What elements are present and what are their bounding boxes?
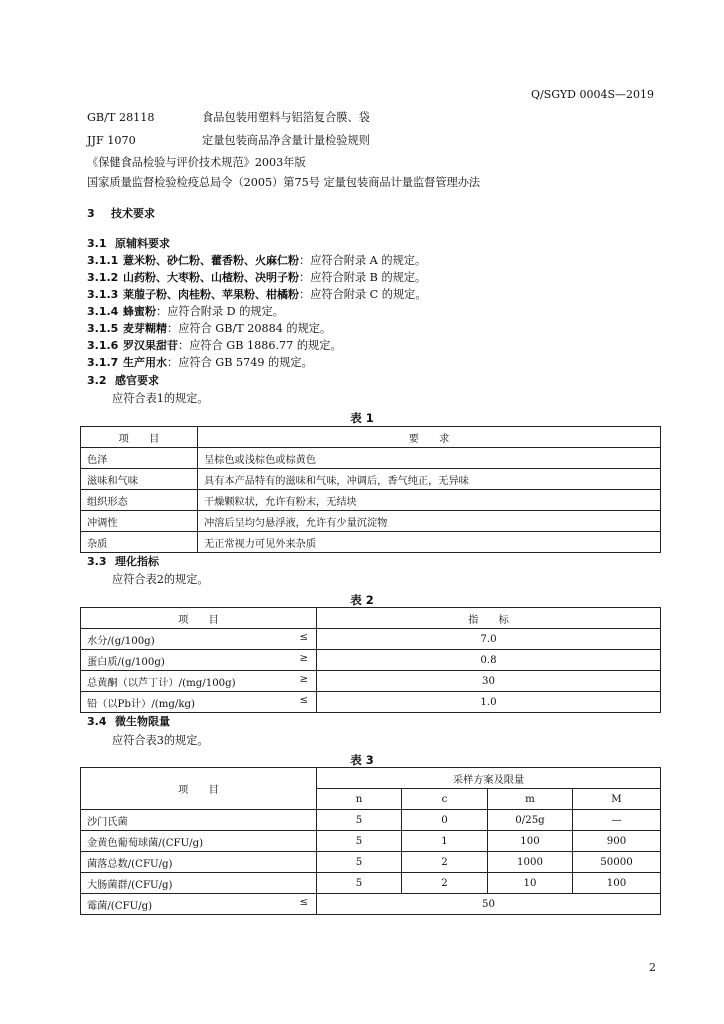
clause-text: ：应符合 GB 5749 的规定。 <box>167 356 313 369</box>
table-header-row <box>81 608 661 629</box>
item-label: 霉菌/(CFU/g) <box>87 900 153 912</box>
table-cell <box>81 650 317 671</box>
clause-name: 麦芽糊精 <box>123 322 167 335</box>
clause-name: 罗汉果甜苷 <box>123 339 178 352</box>
table-cell: 呈棕色或浅棕色或棕黄色 <box>198 448 661 469</box>
table-cell: 2 <box>402 873 488 894</box>
table-cell: 100 <box>573 873 661 894</box>
table-row <box>81 511 661 532</box>
table-caption: 表 2 <box>350 593 374 607</box>
clause-item <box>87 303 284 319</box>
clause-item <box>87 320 331 336</box>
body-text: 应符合表1的规定。 <box>112 392 209 405</box>
table-cell: 大肠菌群/(CFU/g) <box>81 873 317 894</box>
subsection-title: 原辅料要求 <box>115 237 170 250</box>
clause-item <box>87 286 427 302</box>
subsection-heading <box>87 713 170 729</box>
table-cell <box>81 692 317 713</box>
table-row <box>81 873 661 894</box>
table-cell: 沙门氏菌 <box>81 810 317 831</box>
reference-title: 食品包装用塑料与铝箔复合膜、袋 <box>202 111 370 124</box>
table-row <box>81 650 661 671</box>
table-caption: 表 1 <box>350 411 374 425</box>
table-cell: 0 <box>402 810 488 831</box>
table-row <box>81 448 661 469</box>
clause-number: 3.1.3 <box>87 288 119 301</box>
clause-name: 薏米粉、砂仁粉、藿香粉、火麻仁粉 <box>123 254 299 267</box>
table-cell: 冲调性 <box>81 511 198 532</box>
table-cell: 10 <box>488 873 573 894</box>
subsection-number: 3.3 <box>87 555 107 568</box>
table-row <box>81 831 661 852</box>
table-cell: 5 <box>317 873 402 894</box>
table-cell: 1 <box>402 831 488 852</box>
reference-item <box>87 109 370 125</box>
clause-text: ：应符合附录 A 的规定。 <box>299 254 427 267</box>
clause-item <box>87 252 426 268</box>
table-cell: 组织形态 <box>81 490 198 511</box>
table-header-cell: 项 目 <box>81 768 317 810</box>
table-cell: 50 <box>317 894 661 915</box>
section-heading <box>87 205 155 221</box>
table-caption: 表 3 <box>350 753 374 767</box>
table-header-cell: n <box>317 789 402 810</box>
body-text: 应符合表2的规定。 <box>112 573 209 586</box>
reference-code: JJF 1070 <box>87 134 136 147</box>
subsection-title: 微生物限量 <box>115 715 170 728</box>
table-row <box>81 894 661 915</box>
clause-name: 蜂蜜粉 <box>123 305 156 318</box>
comparison-symbol: ≥ <box>299 652 308 664</box>
subsection-title: 感官要求 <box>115 374 159 387</box>
table-cell: 1000 <box>488 852 573 873</box>
table-cell <box>81 671 317 692</box>
table-cell: 5 <box>317 831 402 852</box>
clause-number: 3.1.2 <box>87 271 119 284</box>
reference-item: 国家质量监督检验检疫总局令（2005）第75号 定量包装商品计量监督管理办法 <box>87 176 481 189</box>
table-header-cell: 采样方案及限量 <box>317 768 661 789</box>
subsection-heading <box>87 235 170 251</box>
item-label: 铅（以Pb计）/(mg/kg) <box>87 698 196 710</box>
clause-number: 3.1.1 <box>87 254 119 267</box>
clause-text: ：应符合 GB 1886.77 的规定。 <box>178 339 342 352</box>
clause-name: 山药粉、大枣粉、山楂粉、决明子粉 <box>123 271 299 284</box>
table-header-cell: m <box>488 789 573 810</box>
page-number: 2 <box>649 961 656 974</box>
physicochemical-table <box>80 607 661 713</box>
clause-name: 莱菔子粉、肉桂粉、苹果粉、柑橘粉 <box>123 288 299 301</box>
table-header-cell: 项 目 <box>81 608 317 629</box>
item-label: 蛋白质/(g/100g) <box>87 656 165 668</box>
table-row <box>81 490 661 511</box>
clause-text: ：应符合附录 D 的规定。 <box>156 305 284 318</box>
table-cell: 100 <box>488 831 573 852</box>
clause-number: 3.1.5 <box>87 322 119 335</box>
table-cell: 金黄色葡萄球菌/(CFU/g) <box>81 831 317 852</box>
body-text: 应符合表3的规定。 <box>112 734 209 747</box>
document-id: Q/SGYD 0004S—2019 <box>531 88 654 101</box>
reference-item <box>87 132 370 148</box>
comparison-symbol: ≤ <box>299 896 308 908</box>
table-header-row <box>81 768 661 789</box>
table-cell: 1.0 <box>317 692 661 713</box>
table-row <box>81 810 661 831</box>
table-row <box>81 692 661 713</box>
comparison-symbol: ≤ <box>299 694 308 706</box>
section-title: 技术要求 <box>111 207 155 220</box>
subsection-number: 3.4 <box>87 715 107 728</box>
table-header-cell: 项 目 <box>81 427 198 448</box>
clause-item <box>87 269 426 285</box>
table-cell: 杂质 <box>81 532 198 553</box>
table-header-cell: 指 标 <box>317 608 661 629</box>
table-cell: 900 <box>573 831 661 852</box>
sensory-table <box>80 426 661 553</box>
table-cell: 冲溶后呈均匀悬浮液，允许有少量沉淀物 <box>198 511 661 532</box>
table-cell: 具有本产品特有的滋味和气味，冲调后，香气纯正，无异味 <box>198 469 661 490</box>
clause-item <box>87 337 342 353</box>
clause-text: ：应符合附录 C 的规定。 <box>299 288 427 301</box>
clause-text: ：应符合附录 B 的规定。 <box>299 271 427 284</box>
table-row <box>81 671 661 692</box>
table-cell: 7.0 <box>317 629 661 650</box>
table-row <box>81 469 661 490</box>
table-cell <box>81 629 317 650</box>
reference-code: GB/T 28118 <box>87 111 155 124</box>
table-cell <box>81 894 317 915</box>
table-cell: 菌落总数/(CFU/g) <box>81 852 317 873</box>
clause-text: ：应符合 GB/T 20884 的规定。 <box>167 322 332 335</box>
table-cell: — <box>573 810 661 831</box>
table-header-cell: 要 求 <box>198 427 661 448</box>
table-header-cell: M <box>573 789 661 810</box>
subsection-number: 3.2 <box>87 374 107 387</box>
table-cell: 干燥颗粒状，允许有粉末，无结块 <box>198 490 661 511</box>
table-cell: 0/25g <box>488 810 573 831</box>
table-cell: 5 <box>317 852 402 873</box>
section-number: 3 <box>87 207 95 220</box>
clause-number: 3.1.7 <box>87 356 119 369</box>
table-cell: 2 <box>402 852 488 873</box>
microbial-table <box>80 767 661 915</box>
item-label: 总黄酮（以芦丁计）/(mg/100g) <box>87 677 236 689</box>
subsection-title: 理化指标 <box>115 555 159 568</box>
clause-item <box>87 354 313 370</box>
table-cell: 0.8 <box>317 650 661 671</box>
item-label: 水分/(g/100g) <box>87 635 155 647</box>
comparison-symbol: ≤ <box>299 631 308 643</box>
table-cell: 无正常视力可见外来杂质 <box>198 532 661 553</box>
table-cell: 30 <box>317 671 661 692</box>
clause-number: 3.1.4 <box>87 305 119 318</box>
table-cell: 5 <box>317 810 402 831</box>
table-row <box>81 532 661 553</box>
subsection-heading <box>87 372 159 388</box>
table-cell: 色泽 <box>81 448 198 469</box>
table-cell: 50000 <box>573 852 661 873</box>
comparison-symbol: ≥ <box>299 673 308 685</box>
table-row <box>81 629 661 650</box>
table-header-cell: c <box>402 789 488 810</box>
reference-title: 定量包装商品净含量计量检验规则 <box>202 134 370 147</box>
table-cell: 滋味和气味 <box>81 469 198 490</box>
table-header-row <box>81 427 661 448</box>
table-row <box>81 852 661 873</box>
subsection-number: 3.1 <box>87 237 107 250</box>
subsection-heading <box>87 553 159 569</box>
clause-number: 3.1.6 <box>87 339 119 352</box>
reference-item: 《保健食品检验与评价技术规范》2003年版 <box>87 156 306 169</box>
clause-name: 生产用水 <box>123 356 167 369</box>
